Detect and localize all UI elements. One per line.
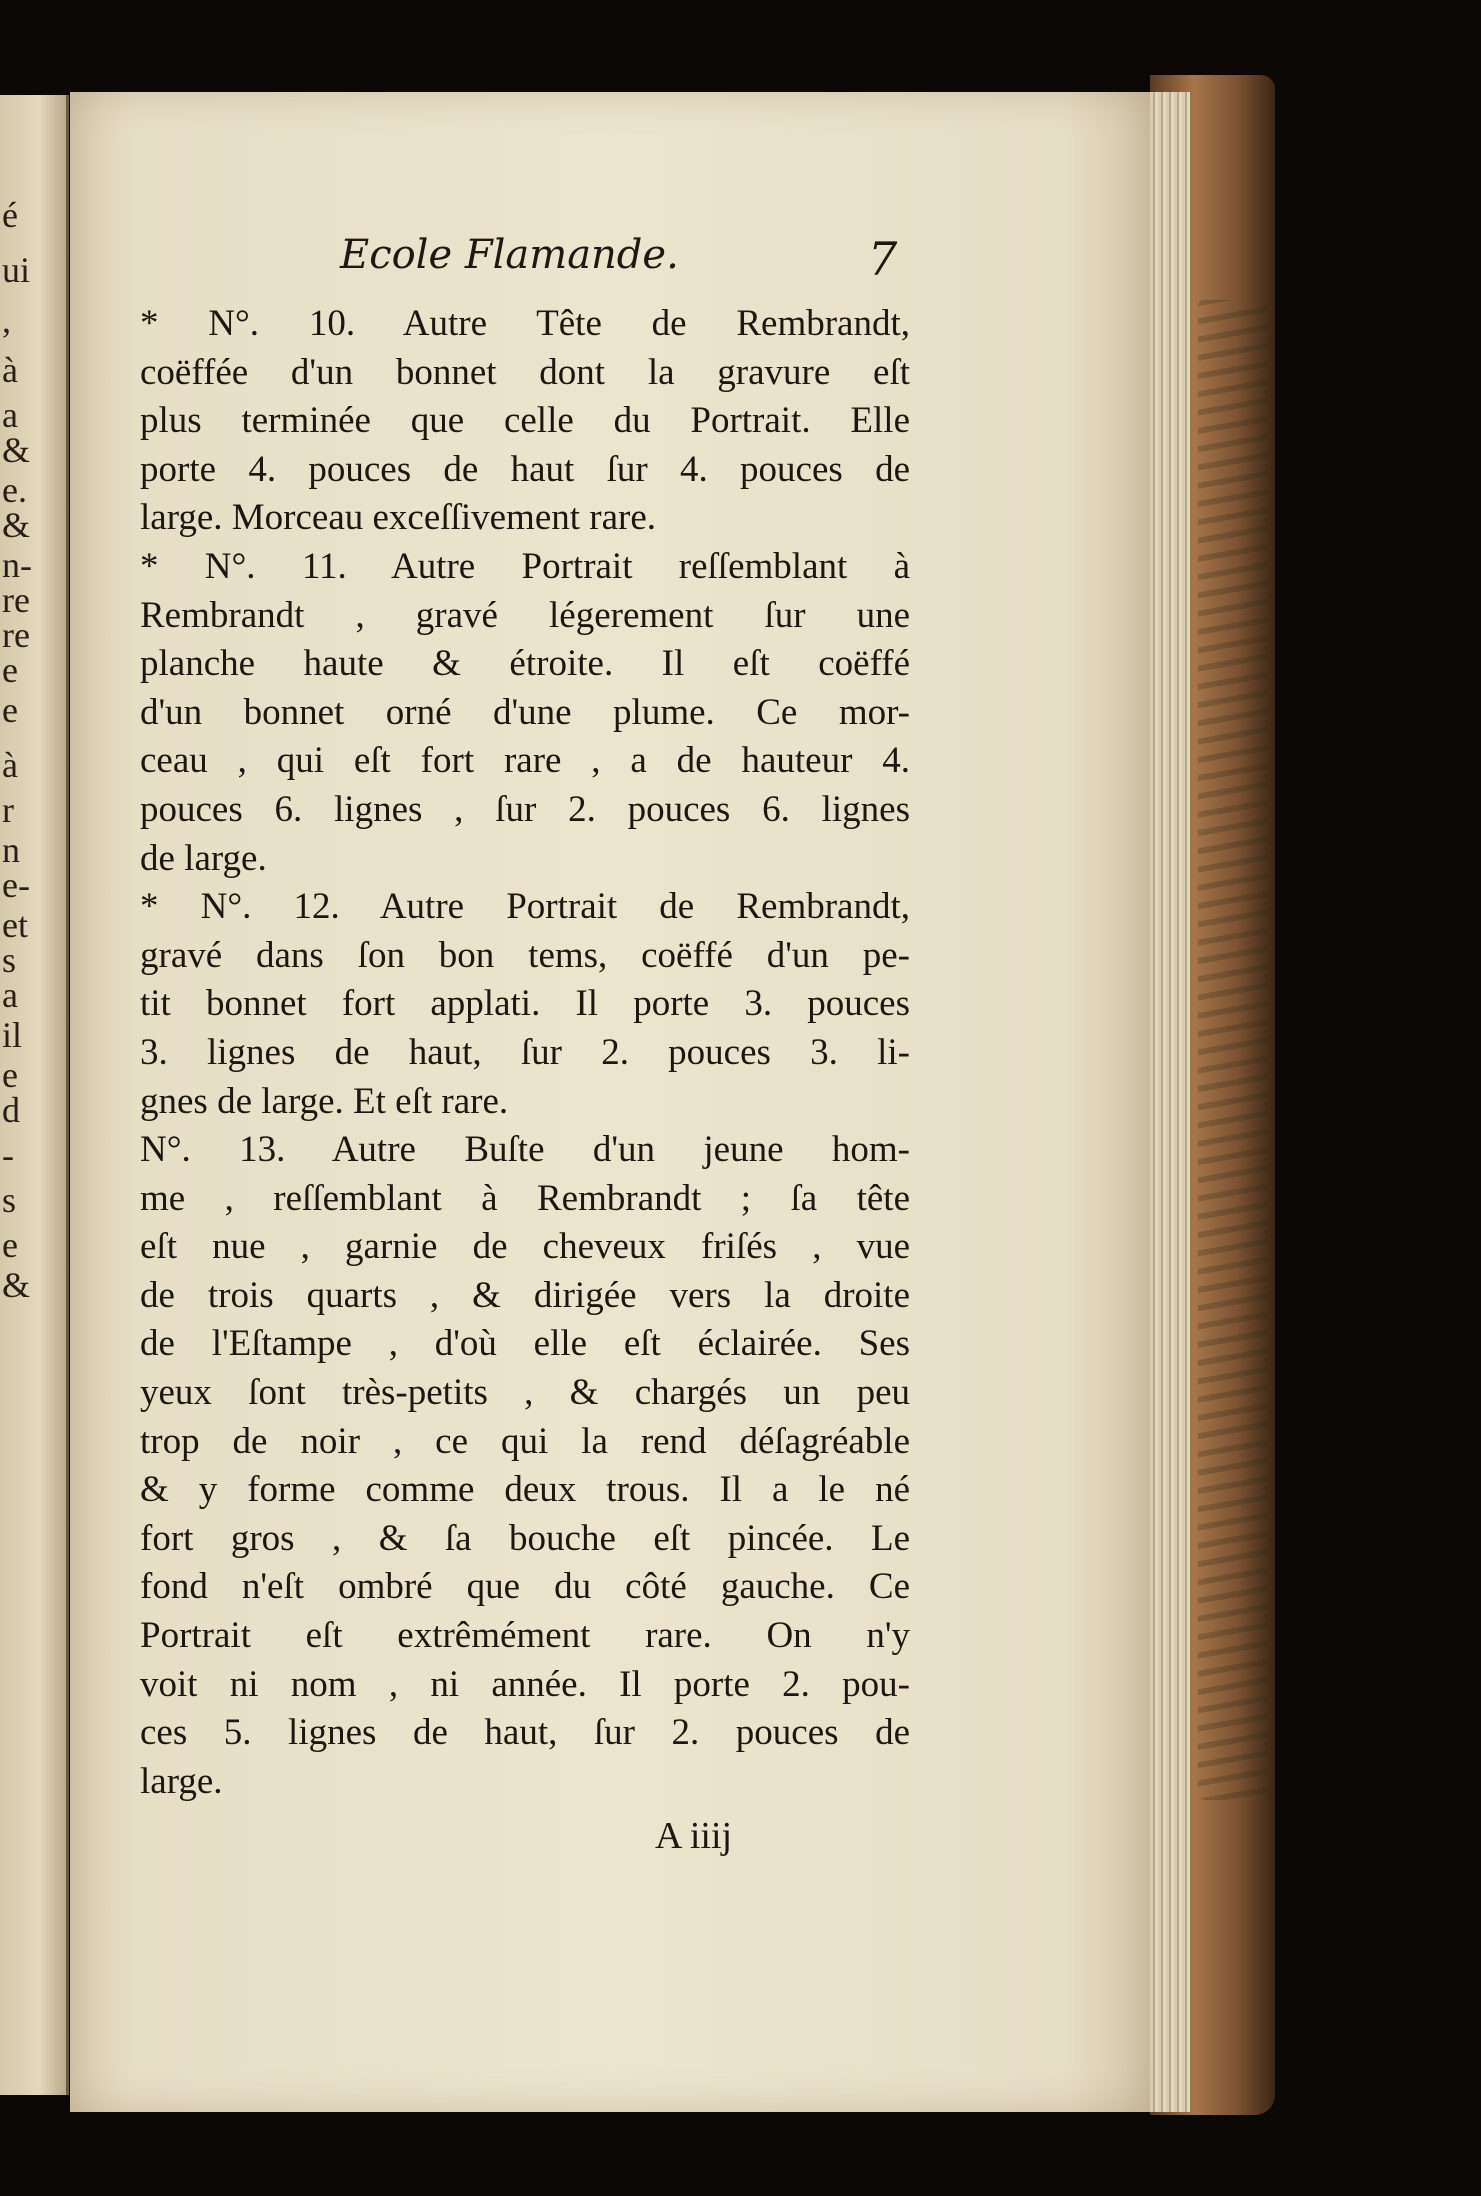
text-line: tit bonnet fort applati. Il porte 3. pouces xyxy=(140,983,910,1025)
left-page-fragment: s xyxy=(2,940,17,980)
left-page-fragment: il xyxy=(2,1015,23,1055)
text-line: & y forme comme deux trous. Il a le né xyxy=(140,1469,910,1511)
left-page-fragment: d xyxy=(2,1090,20,1130)
text-line: 3. lignes de haut, ſur 2. pouces 3. li- xyxy=(140,1031,910,1073)
text-line: fort gros , & ſa bouche eſt pincée. Le xyxy=(140,1517,910,1559)
text-line: Rembrandt , gravé légerement ſur une xyxy=(140,594,910,636)
body-text xyxy=(140,300,910,1806)
left-page-fragment: a xyxy=(2,975,18,1015)
text-line: de l'Eſtampe , d'où elle eſt éclairée. Ses xyxy=(140,1323,910,1365)
left-page-fragment: é xyxy=(2,195,18,235)
left-page-fragment: e xyxy=(2,690,18,730)
text-line: de large. xyxy=(140,837,267,879)
text-line: * N°. 11. Autre Portrait reſſemblant à xyxy=(140,545,910,587)
text-line: ces 5. lignes de haut, ſur 2. pouces de xyxy=(140,1712,910,1754)
text-line: planche haute & étroite. Il eſt coëffé xyxy=(140,643,910,685)
text-line: fond n'eſt ombré que du côté gauche. Ce xyxy=(140,1566,910,1608)
left-page-fragment: & xyxy=(2,430,31,470)
left-page-fragment: à xyxy=(2,350,18,390)
left-page-fragment: e. xyxy=(2,470,27,510)
text-line: large. xyxy=(140,1760,223,1802)
text-line: d'un bonnet orné d'une plume. Ce mor- xyxy=(140,691,910,733)
left-page-fragment: et xyxy=(2,905,28,945)
text-line: N°. 13. Autre Buſte d'un jeune hom- xyxy=(140,1129,910,1171)
text-line: ceau , qui eſt fort rare , a de hauteur 4. xyxy=(140,740,910,782)
left-page-fragment: n xyxy=(2,830,20,870)
left-page-fragment: e xyxy=(2,1225,18,1265)
left-page-fragment: e xyxy=(2,650,18,690)
left-page-fragment: e- xyxy=(2,865,30,905)
text-line: coëffée d'un bonnet dont la gravure eſt xyxy=(140,351,910,393)
running-head xyxy=(270,232,910,296)
text-line: gravé dans ſon bon tems, coëffé d'un pe- xyxy=(140,934,910,976)
left-page-fragment: & xyxy=(2,1265,31,1305)
text-line: voit ni nom , ni année. Il porte 2. pou- xyxy=(140,1663,910,1705)
text-line: Portrait eſt extrêmément rare. On n'y xyxy=(140,1615,910,1657)
text-line: yeux ſont très-petits , & chargés un peu xyxy=(140,1372,910,1414)
text-line: me , reſſemblant à Rembrandt ; ſa tête xyxy=(140,1177,910,1219)
left-page-fragment: , xyxy=(2,300,11,340)
text-line: trop de noir , ce qui la rend déſagréable xyxy=(140,1420,910,1462)
left-page-fragment: s xyxy=(2,1180,17,1220)
left-page-fragment: a xyxy=(2,395,18,435)
left-page-fragment: à xyxy=(2,745,18,785)
text-line: porte 4. pouces de haut ſur 4. pouces de xyxy=(140,448,910,490)
left-page-fragment: r xyxy=(2,790,14,830)
page-fore-edge xyxy=(1148,92,1190,2112)
left-page-fragment: n- xyxy=(2,545,32,585)
text-line: * N°. 12. Autre Portrait de Rembrandt, xyxy=(140,886,910,928)
left-page-fragment: ui xyxy=(2,250,31,290)
page-number: 7 xyxy=(868,232,898,286)
text-line: plus terminée que celle du Portrait. Elle xyxy=(140,400,910,442)
text-line: large. Morceau exceſſivement rare. xyxy=(140,497,657,539)
text-line: gnes de large. Et eſt rare. xyxy=(140,1080,509,1122)
left-page-fragment: re xyxy=(2,615,30,655)
text-line: * N°. 10. Autre Tête de Rembrandt, xyxy=(140,303,910,344)
signature-mark: A iiij xyxy=(655,1815,733,1857)
running-head-title: Ecole Flamande. xyxy=(340,232,679,278)
left-page-fragment: re xyxy=(2,580,30,620)
text-line: pouces 6. lignes , ſur 2. pouces 6. lignes xyxy=(140,788,910,830)
left-page-edge xyxy=(0,95,69,2095)
cover-texture xyxy=(1198,300,1268,1800)
left-page-fragment: e xyxy=(2,1055,18,1095)
left-page-fragment: & xyxy=(2,505,31,545)
left-page-fragment: - xyxy=(2,1135,14,1175)
text-line: eſt nue , garnie de cheveux friſés , vue xyxy=(140,1226,910,1268)
text-line: de trois quarts , & dirigée vers la droite xyxy=(140,1274,910,1316)
